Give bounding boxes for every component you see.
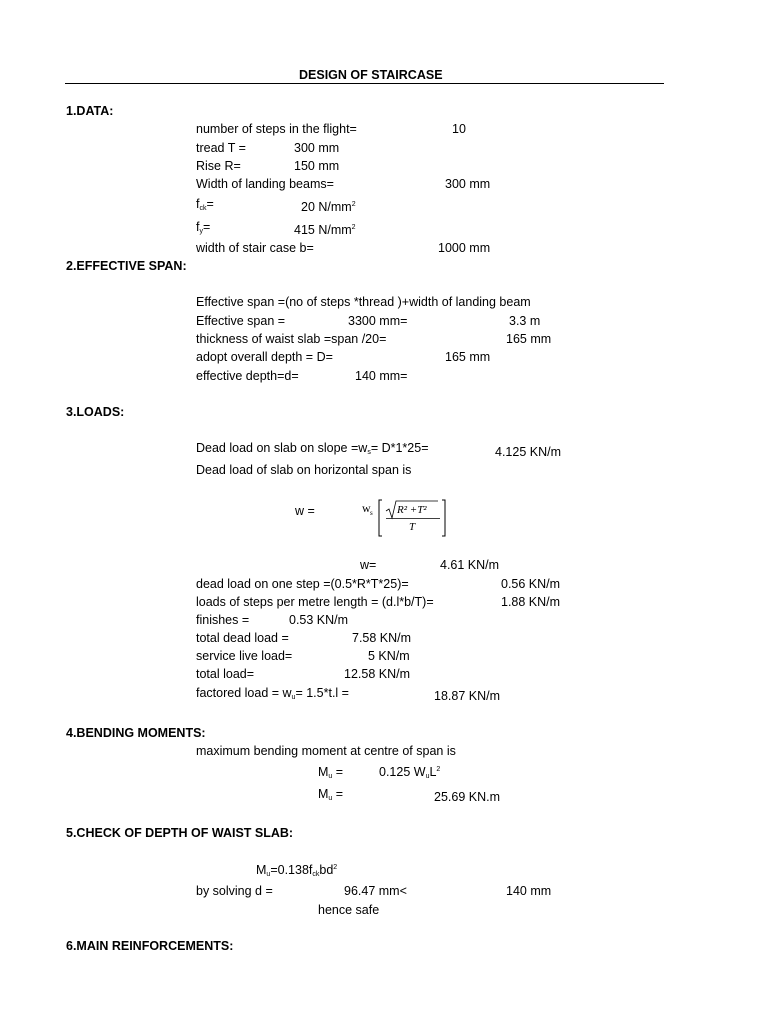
section-data-heading: 1.DATA: bbox=[66, 104, 114, 118]
page-title: DESIGN OF STAIRCASE bbox=[299, 68, 443, 82]
slope-formula bbox=[362, 498, 452, 540]
eff-span-label: Effective span = bbox=[196, 314, 286, 328]
total-dead-value: 7.58 KN/m bbox=[352, 631, 412, 645]
step-load-label: dead load on one step =(0.5*R*T*25)= bbox=[196, 577, 409, 591]
factored-load-label: factored load = $w_u= 1.5*t.l$ = bbox=[196, 686, 349, 701]
waist-value: 165 mm bbox=[506, 332, 552, 346]
landing-value: 300 mm bbox=[445, 177, 491, 191]
rise-value: 150 mm bbox=[294, 159, 340, 173]
live-load-value: 5 KN/m bbox=[368, 649, 410, 663]
tread-value: 300 mm bbox=[294, 141, 340, 155]
solve-d-label: by solving d = bbox=[196, 884, 273, 898]
span-formula: Effective span =(no of steps *thread )+width of landing beam bbox=[196, 295, 531, 309]
steps-value: 10 bbox=[452, 122, 466, 136]
solve-d-value: 96.47 mm< bbox=[344, 884, 407, 898]
effective-depth-value: 140 mm= bbox=[355, 369, 408, 383]
steps-per-m-value: 1.88 KN/m bbox=[501, 595, 561, 609]
fy-label: $f_y=$ bbox=[196, 220, 211, 235]
mu-label-1: $M_u$ = bbox=[318, 765, 344, 780]
live-load-label: service live load= bbox=[196, 649, 293, 663]
effective-depth-label: effective depth=d= bbox=[196, 369, 299, 383]
section-bending-heading: 4.BENDING MOMENTS: bbox=[66, 726, 206, 740]
max-bm-label: maximum bending moment at centre of span is bbox=[196, 744, 456, 758]
eff-span-mm: 3300 mm= bbox=[348, 314, 408, 328]
width-label: width of stair case b= bbox=[196, 241, 314, 255]
steps-label: number of steps in the flight= bbox=[196, 122, 357, 136]
formula-numerator: R² +T² bbox=[397, 504, 427, 516]
total-load-label: total load= bbox=[196, 667, 255, 681]
w-equals: w = bbox=[295, 504, 315, 518]
formula-denominator: T bbox=[409, 521, 416, 533]
tread-label: tread T = bbox=[196, 141, 246, 155]
section-check-heading: 5.CHECK OF DEPTH OF WAIST SLAB: bbox=[66, 826, 294, 840]
title-rule bbox=[65, 83, 664, 84]
overall-depth-label: adopt overall depth = D= bbox=[196, 350, 333, 364]
waist-label: thickness of waist slab =span /20= bbox=[196, 332, 387, 346]
fy-value: 415 $N/mm^2$ bbox=[294, 223, 356, 237]
step-load-value: 0.56 KN/m bbox=[501, 577, 561, 591]
section-span-heading: 2.EFFECTIVE SPAN: bbox=[66, 259, 187, 273]
w-result-value: 4.61 KN/m bbox=[440, 558, 500, 572]
dead-slope-value: 4.125 KN/m bbox=[495, 445, 562, 459]
eff-span-m: 3.3 m bbox=[509, 314, 541, 328]
steps-per-m-label: loads of steps per metre length = (d.l*b/T)= bbox=[196, 595, 434, 609]
total-dead-label: total dead load = bbox=[196, 631, 289, 645]
dead-slope-label: Dead load on slab on slope $=w_s= D*1*25=$ bbox=[196, 441, 429, 456]
formula-ws: w bbox=[362, 501, 371, 515]
mu-coefficient: 0.125 $W_uL^2$ bbox=[379, 765, 441, 780]
fck-value: 20 $N/mm^2$ bbox=[301, 200, 356, 214]
mu-equation: $M_u=0.138f_{ck}bd^2$ bbox=[256, 863, 338, 878]
rise-label: Rise R= bbox=[196, 159, 241, 173]
factored-load-value: 18.87 KN/m bbox=[434, 689, 501, 703]
mu-value: 25.69 KN.m bbox=[434, 790, 501, 804]
w-result-label: w= bbox=[360, 558, 377, 572]
finishes-label: finishes = bbox=[196, 613, 250, 627]
overall-depth-value: 165 mm bbox=[445, 350, 491, 364]
mu-label-2: $M_u$ = bbox=[318, 787, 344, 802]
fck-label: $f_{ck}=$ bbox=[196, 197, 214, 212]
finishes-value: 0.53 KN/m bbox=[289, 613, 349, 627]
formula-ws-sub: s bbox=[370, 509, 373, 517]
landing-label: Width of landing beams= bbox=[196, 177, 334, 191]
section-loads-heading: 3.LOADS: bbox=[66, 405, 125, 419]
hence-safe: hence safe bbox=[318, 903, 380, 917]
width-value: 1000 mm bbox=[438, 241, 491, 255]
total-load-value: 12.58 KN/m bbox=[344, 667, 411, 681]
solve-d-compare: 140 mm bbox=[506, 884, 552, 898]
dead-horizontal-label: Dead load of slab on horizontal span is bbox=[196, 463, 412, 477]
section-main-reinf-heading: 6.MAIN REINFORCEMENTS: bbox=[66, 939, 234, 953]
